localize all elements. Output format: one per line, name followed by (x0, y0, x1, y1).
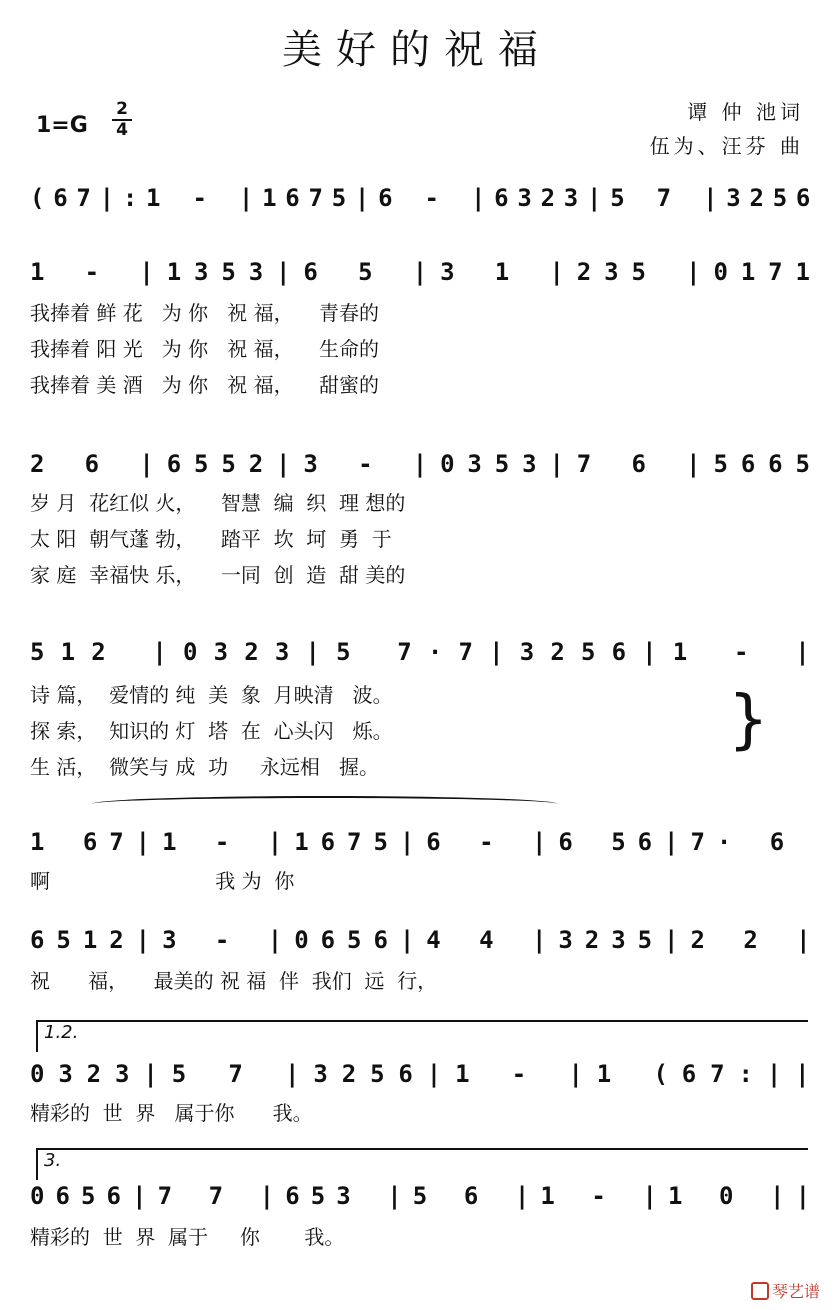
key-signature: 1=G (36, 113, 88, 138)
notes: 1 - |1353|6 5 |3 1 |235 |0171 (30, 258, 823, 286)
lyric-verse-3: 家 庭 幸福快 乐， 一同 创 造 甜 美的 (30, 563, 406, 587)
verse-brace: } (728, 683, 769, 757)
notes: 2 6 |6552|3 - |0353|7 6 |5665 (30, 450, 823, 478)
notation-line-6 (30, 918, 823, 962)
notation-line-4 (30, 630, 826, 674)
notes: 0323|5 7 |3256|1 - |1 (67:|| (30, 1060, 824, 1088)
slur (92, 796, 558, 812)
lyric-verse-1: 诗 篇， 爱情的 纯 美 象 月映清 波。 (30, 683, 393, 707)
notes: 6512|3 - |0656|4 4 |3235|2 2 | (30, 926, 823, 954)
volta-bracket-1 (36, 1020, 808, 1052)
lyric-verse-2: 探 索， 知识的 灯 塔 在 心头闪 烁。 (30, 719, 393, 743)
notes: 0656|7 7 |653 |5 6 |1 - |1 0 || (30, 1182, 822, 1210)
notation-line-5 (30, 820, 823, 864)
lyric-verse-3: 生 活， 微笑与 成 功 永远相 握。 (30, 755, 380, 779)
notation-line-3 (30, 442, 823, 486)
lyricist-credit: 谭 仲 池词 (687, 100, 804, 124)
notes: (67|:1 - |1675|6 - |6323|5 7 |3256 (30, 184, 820, 212)
watermark-logo (751, 1279, 820, 1302)
lyric-line: 精彩的 世 界 属于 你 我。 (30, 1225, 345, 1249)
time-sig-bottom: 4 (116, 120, 128, 140)
lyric-verse-2: 太 阳 朝气蓬 勃， 踏平 坎 坷 勇 于 (30, 527, 392, 551)
lyric-verse-1: 岁 月 花红似 火， 智慧 编 织 理 想的 (30, 491, 406, 515)
notation-line-1 (30, 176, 820, 220)
volta-label: 1.2. (44, 1022, 79, 1043)
lyric-verse-1: 我捧着 鲜 花 为 你 祝 福， 青春的 (30, 301, 380, 325)
notes: 1 67|1 - |1675|6 - |6 56|7· 6 (30, 828, 823, 856)
time-sig-top: 2 (112, 100, 132, 121)
notes: 512 |0323|5 7·7|3256|1 - | (30, 638, 826, 666)
lyric-line: 精彩的 世 界 属于你 我。 (30, 1101, 313, 1125)
volta-label: 3. (44, 1150, 62, 1171)
lyric-line: 啊 我 为 你 (30, 869, 295, 893)
logo-icon (751, 1282, 769, 1300)
watermark-text: 琴艺谱 (771, 1282, 820, 1301)
song-title: 美好的祝福 (282, 27, 552, 73)
notation-line-7 (30, 1052, 824, 1096)
composer-credit: 伍为、汪芬 曲 (649, 134, 804, 158)
time-signature (112, 100, 132, 140)
notation-line-8 (30, 1174, 822, 1218)
lyric-line: 祝 福， 最美的 祝 福 伴 我们 远 行， (30, 969, 438, 993)
lyric-verse-2: 我捧着 阳 光 为 你 祝 福， 生命的 (30, 337, 380, 361)
notation-line-2 (30, 250, 823, 294)
lyric-verse-3: 我捧着 美 酒 为 你 祝 福， 甜蜜的 (30, 373, 380, 397)
